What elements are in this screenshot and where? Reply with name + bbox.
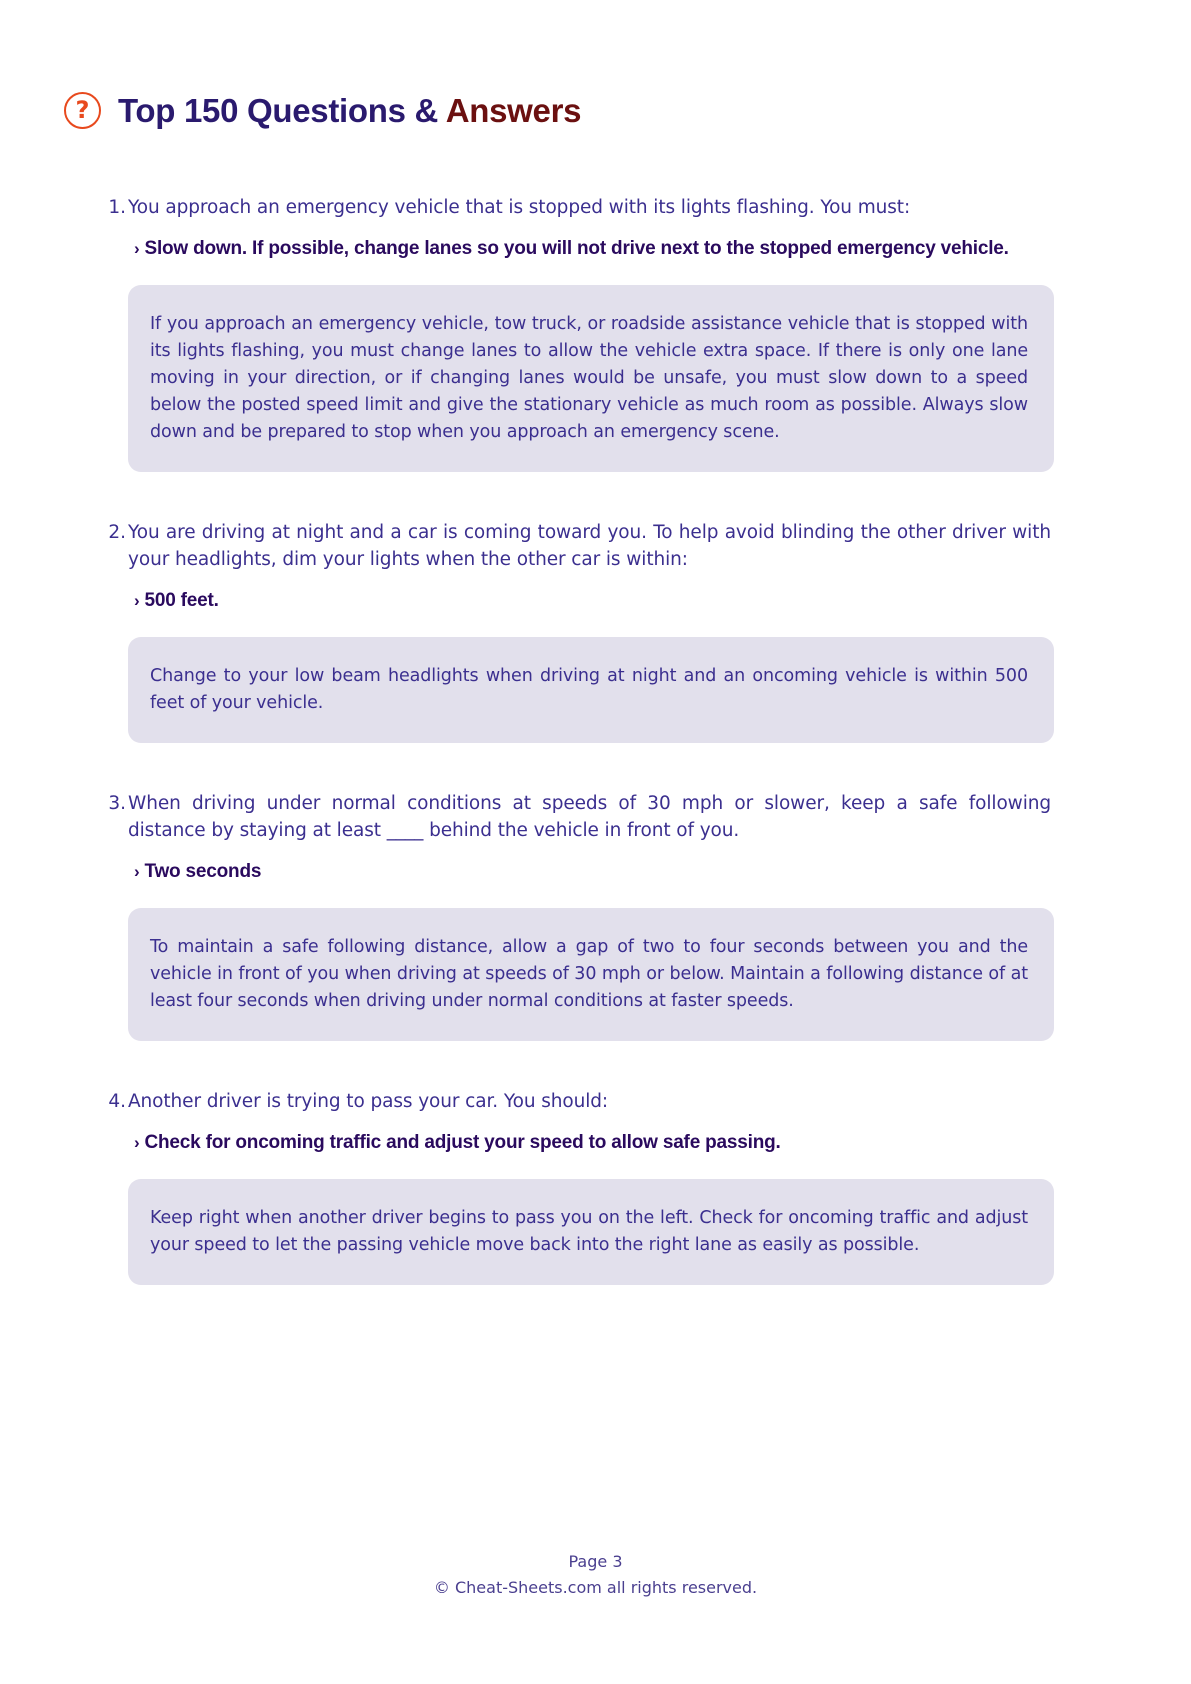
chevron-right-icon: › [134, 1133, 140, 1153]
question-text: Another driver is trying to pass your car. You should: [128, 1091, 609, 1113]
qa-item [0, 790, 1191, 1041]
page-header [0, 0, 1191, 149]
qa-item [0, 1088, 1191, 1285]
chevron-right-icon: › [134, 239, 140, 259]
answer-text [128, 587, 1051, 614]
page-number-label: Page 3 [568, 1552, 623, 1571]
questions-list [0, 194, 1191, 1285]
answer-label: Two seconds [144, 861, 262, 883]
explanation-box: Change to your low beam headlights when driving at night and an oncoming vehicle is within 500 feet of your vehicle. [128, 637, 1054, 743]
page-footer [0, 1550, 1191, 1600]
page-title [118, 92, 582, 130]
chevron-right-icon: › [134, 862, 140, 882]
answer-label: 500 feet. [144, 590, 219, 612]
answer-text [128, 235, 1051, 262]
page-title-accent: Answers [445, 92, 582, 130]
answer-text [128, 858, 1051, 885]
explanation-box: If you approach an emergency vehicle, tow truck, or roadside assistance vehicle that is stopped with its lights flashing, you must change lanes to allow the vehicle extra space. If there is only one lane moving in your direction, or if changing lanes would be unsafe, you must slow down to a speed below the posted speed limit and give the stationary vehicle as much room as possible. Always slow down and be prepared to stop when you approach an emergency scene. [128, 285, 1054, 472]
chevron-right-icon: › [134, 591, 140, 611]
explanation-box: To maintain a safe following distance, allow a gap of two to four seconds between you and the vehicle in front of you when driving at speeds of 30 mph or below. Maintain a following distance of at least four seconds when driving under normal conditions at faster speeds. [128, 908, 1054, 1041]
question-number: 1. [108, 197, 126, 219]
question-mark-glyph: ? [75, 95, 90, 124]
qa-item [0, 519, 1191, 743]
question-mark-circle-icon [64, 92, 101, 129]
copyright-label: © Cheat-Sheets.com all rights reserved. [433, 1578, 758, 1597]
question-text: You approach an emergency vehicle that is stopped with its lights flashing. You must: [128, 197, 911, 219]
question-number: 3. [108, 793, 126, 815]
question-text: When driving under normal conditions at speeds of 30 mph or slower, keep a safe following distance by staying at least ____ behind the vehicle in front of you. [128, 793, 1051, 842]
question-text: You are driving at night and a car is coming toward you. To help avoid blinding the other driver with your headlights, dim your lights when the other car is within: [128, 522, 1051, 571]
answer-label: Slow down. If possible, change lanes so you will not drive next to the stopped emergency vehicle. [144, 238, 1009, 260]
answer-label: Check for oncoming traffic and adjust your speed to allow safe passing. [144, 1132, 781, 1154]
explanation-box: Keep right when another driver begins to pass you on the left. Check for oncoming traffic and adjust your speed to let the passing vehicle move back into the right lane as easily as possible. [128, 1179, 1054, 1285]
question-number: 4. [108, 1091, 126, 1113]
qa-item [0, 194, 1191, 472]
answer-text [128, 1129, 1051, 1156]
page-title-main: Top 150 Questions & [118, 92, 446, 130]
question-number: 2. [108, 522, 126, 544]
